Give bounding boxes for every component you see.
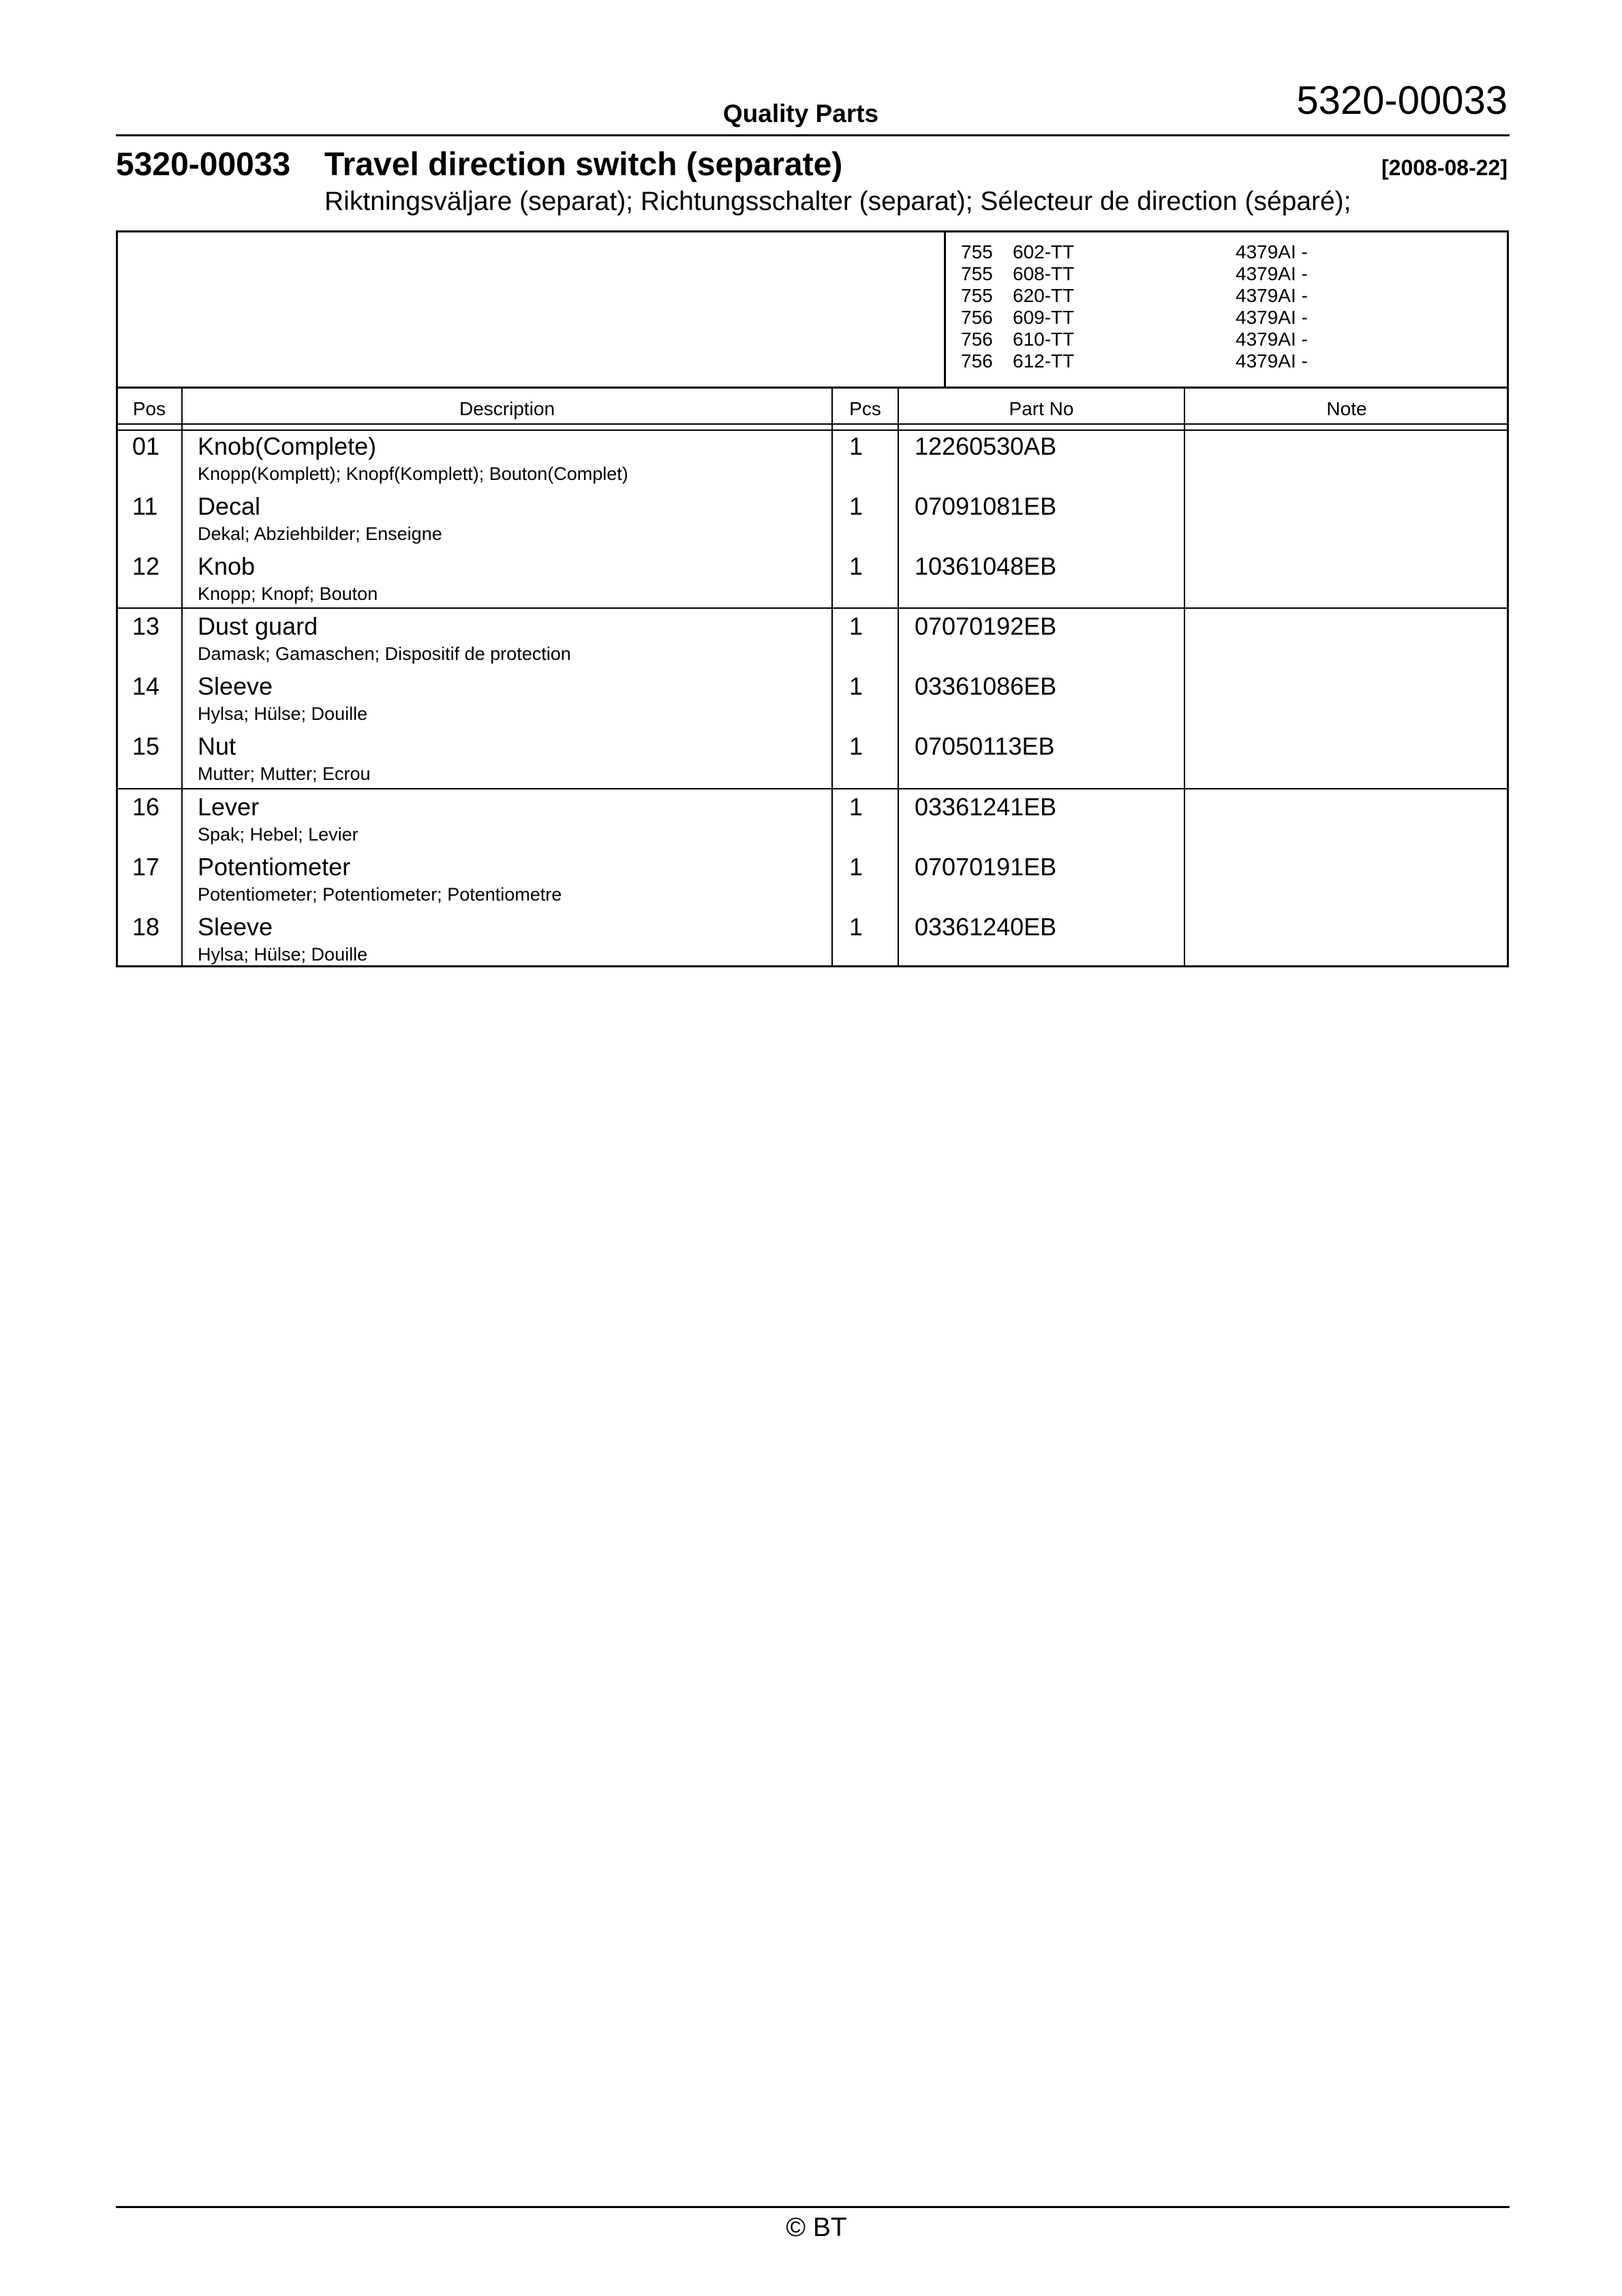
column-header-pcs: Pcs (849, 398, 881, 419)
header-title: Quality Parts (722, 100, 879, 127)
model-serial: 4379AI - (1236, 329, 1308, 350)
column-divider (1184, 388, 1185, 967)
row-part-no: 03361086EB (915, 672, 1057, 700)
row-part-no: 07070191EB (915, 853, 1057, 881)
row-description: Knob(Complete) (198, 432, 377, 460)
row-pcs: 1 (849, 732, 863, 760)
model-series: 756 (961, 329, 993, 350)
row-pcs: 1 (849, 432, 863, 460)
column-header-note: Note (1326, 398, 1367, 419)
model-series: 755 (961, 263, 993, 284)
header-doc-number: 5320-00033 (1296, 78, 1508, 123)
model-series: 756 (961, 307, 993, 328)
row-translations: Mutter; Mutter; Ecrou (198, 764, 371, 784)
row-pcs: 1 (849, 672, 863, 700)
column-header-description: Description (459, 398, 555, 419)
model-row (961, 350, 1438, 372)
model-code: 620-TT (1013, 285, 1075, 306)
row-translations: Knopp; Knopf; Bouton (198, 584, 378, 604)
row-description: Knob (198, 552, 256, 580)
title-translations: Riktningsväljare (separat); Richtungsschalter (separat); Sélecteur de direction (séparé); (324, 187, 1351, 216)
group-separator (116, 607, 1509, 609)
row-part-no: 07070192EB (915, 612, 1057, 640)
model-box-divider (944, 230, 946, 388)
row-description: Dust guard (198, 612, 318, 640)
model-serial: 4379AI - (1236, 307, 1308, 328)
row-pos: 15 (132, 732, 160, 760)
model-serial: 4379AI - (1236, 285, 1308, 306)
row-description: Decal (198, 492, 261, 520)
row-pcs: 1 (849, 913, 863, 941)
row-translations: Damask; Gamaschen; Dispositif de protection (198, 644, 571, 664)
row-pos: 13 (132, 612, 160, 640)
row-pos: 01 (132, 432, 160, 460)
model-series: 756 (961, 350, 993, 372)
column-header-pos: Pos (132, 398, 166, 419)
model-code: 602-TT (1013, 241, 1075, 262)
row-pos: 18 (132, 913, 160, 941)
row-pos: 11 (132, 492, 158, 520)
row-translations: Potentiometer; Potentiometer; Potentiometre (198, 884, 562, 905)
row-translations: Knopp(Komplett); Knopf(Komplett); Bouton(Complet) (198, 464, 628, 484)
model-row (961, 285, 1438, 307)
column-divider (181, 388, 183, 967)
document-number: 5320-00033 (116, 147, 291, 183)
row-pcs: 1 (849, 853, 863, 881)
row-pcs: 1 (849, 612, 863, 640)
row-part-no: 10361048EB (915, 552, 1057, 580)
row-pcs: 1 (849, 552, 863, 580)
header-row-double-border (116, 429, 1509, 431)
model-code: 609-TT (1013, 307, 1075, 328)
model-serial: 4379AI - (1236, 350, 1308, 372)
row-translations: Spak; Hebel; Levier (198, 824, 358, 845)
row-pcs: 1 (849, 793, 863, 821)
model-row (961, 329, 1438, 350)
row-part-no: 07050113EB (915, 732, 1055, 760)
footer-divider (116, 2206, 1510, 2208)
model-row (961, 241, 1438, 263)
row-description: Lever (198, 793, 260, 821)
row-pos: 14 (132, 672, 160, 700)
model-code: 612-TT (1013, 350, 1075, 372)
model-series: 755 (961, 285, 993, 306)
model-serial: 4379AI - (1236, 263, 1308, 284)
document-title: Travel direction switch (separate) (324, 147, 843, 183)
model-row (961, 307, 1438, 329)
row-part-no: 07091081EB (915, 492, 1057, 520)
row-part-no: 03361240EB (915, 913, 1057, 941)
column-header-part-no: Part No (1009, 398, 1074, 419)
row-part-no: 12260530AB (915, 432, 1057, 460)
row-pos: 16 (132, 793, 160, 821)
model-serial: 4379AI - (1236, 241, 1308, 262)
row-translations: Hylsa; Hülse; Douille (198, 704, 368, 724)
document-date: [2008-08-22] (1381, 155, 1508, 180)
row-pcs: 1 (849, 492, 863, 520)
model-code: 608-TT (1013, 263, 1075, 284)
row-translations: Hylsa; Hülse; Douille (198, 944, 368, 965)
header-row-bottom-border (116, 423, 1509, 425)
model-series: 755 (961, 241, 993, 262)
row-description: Nut (198, 732, 236, 760)
model-row (961, 263, 1438, 285)
model-list (961, 241, 1438, 372)
header-divider (116, 134, 1510, 136)
row-translations: Dekal; Abziehbilder; Enseigne (198, 524, 442, 544)
row-description: Sleeve (198, 672, 273, 700)
header-row-top-border (116, 387, 1509, 389)
copyright: © BT (786, 2213, 847, 2242)
group-separator (116, 788, 1509, 789)
row-pos: 17 (132, 853, 160, 881)
row-description: Sleeve (198, 913, 273, 941)
row-pos: 12 (132, 552, 160, 580)
column-divider (831, 388, 833, 967)
row-part-no: 03361241EB (915, 793, 1057, 821)
row-description: Potentiometer (198, 853, 351, 881)
model-code: 610-TT (1013, 329, 1075, 350)
column-divider (898, 388, 899, 967)
